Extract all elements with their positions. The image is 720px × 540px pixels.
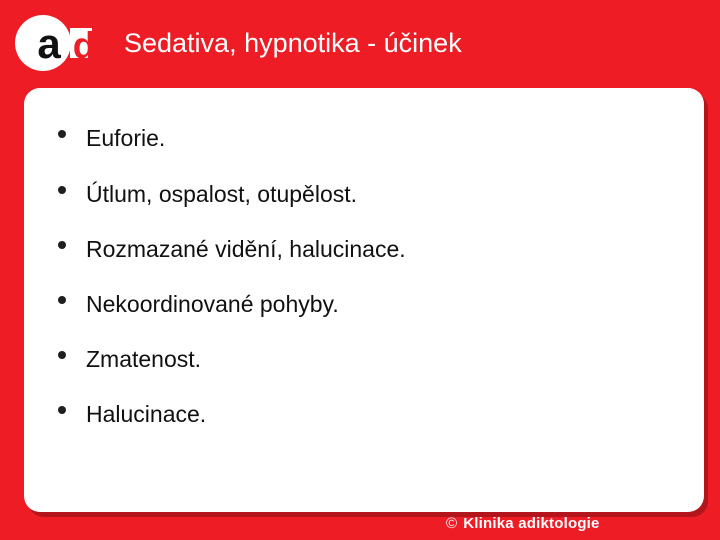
- bullet-text: Nekoordinované pohyby.: [86, 291, 339, 317]
- footer-organization: Klinika adiktologie: [463, 515, 600, 532]
- bullet-item-utlum: [58, 179, 357, 209]
- bullet-dot-icon: [58, 296, 66, 304]
- bullet-text: Rozmazané vidění, halucinace.: [86, 236, 406, 262]
- bullet-item-halucinace: [58, 399, 206, 429]
- bullet-text: Útlum, ospalost, otupělost.: [86, 181, 358, 207]
- content-panel: [24, 88, 704, 512]
- bullet-dot-icon: [58, 241, 66, 249]
- bullet-item-nekoordinovane-pohyby: [58, 289, 339, 319]
- bullet-dot-icon: [58, 186, 66, 194]
- copyright-mark: ©: [446, 515, 458, 532]
- bullet-dot-icon: [58, 351, 66, 359]
- svg-text:a: a: [37, 20, 61, 67]
- ad-logo-icon: [14, 14, 104, 72]
- slide-title: Sedativa, hypnotika - účinek: [124, 28, 462, 58]
- footer-copyright: [446, 514, 600, 534]
- bullet-item-euforie: [58, 123, 165, 153]
- bullet-item-rozmazane-videni: [58, 234, 406, 264]
- bullet-text: Euforie.: [86, 125, 166, 151]
- bullet-text: Zmatenost.: [86, 346, 202, 372]
- bullet-text: Halucinace.: [86, 401, 207, 427]
- bullet-dot-icon: [58, 130, 66, 138]
- svg-text:d: d: [72, 25, 96, 66]
- bullet-dot-icon: [58, 406, 66, 414]
- bullet-item-zmatenost: [58, 344, 201, 374]
